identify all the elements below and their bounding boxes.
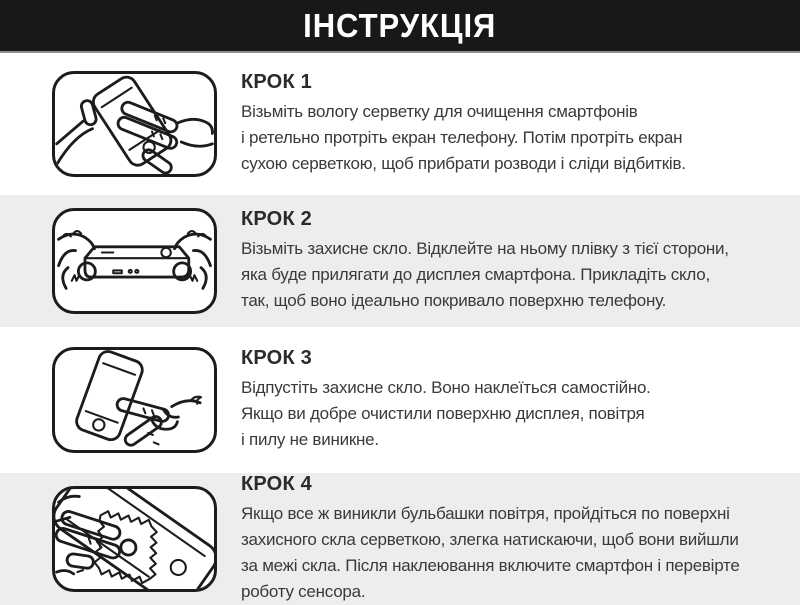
- step-2-line-1: Візьміть захисне скло. Відклейте на ньому плівку з тієї сторони,: [241, 239, 729, 258]
- step-1-line-1: Візьміть вологу серветку для очищення смартфонів: [241, 102, 638, 121]
- step-4-line-1: Якщо все ж виникли бульбашки повітря, пройдіться по поверхні: [241, 504, 730, 523]
- step-1-heading: КРОК 1: [241, 71, 312, 93]
- step-4-row: [0, 473, 800, 605]
- step-2-heading: КРОК 2: [241, 208, 312, 230]
- step-2-line-2: яка буде прилягати до дисплея смартфона. Прикладіть скло,: [241, 265, 710, 284]
- step-3-line-3: і пилу не виникне.: [241, 430, 379, 449]
- step-3-text: [241, 347, 651, 453]
- page-title: ІНСТРУКЦІЯ: [303, 6, 497, 44]
- step-4-illustration: [52, 486, 217, 592]
- glass-align-icon: [55, 211, 214, 311]
- step-3-heading: КРОК 3: [241, 347, 312, 369]
- step-1-line-2: і ретельно протріть екран телефону. Потім протріть екран: [241, 128, 683, 147]
- title-banner: [0, 0, 800, 53]
- step-4-line-4: роботу сенсора.: [241, 582, 366, 601]
- step-3-line-2: Якщо ви добре очистили поверхню дисплея, повітря: [241, 404, 645, 423]
- step-1-text: [241, 71, 686, 177]
- bubble-press-icon: [55, 489, 214, 589]
- step-4-heading: КРОК 4: [241, 473, 312, 495]
- glass-release-icon: [55, 350, 214, 450]
- step-3-row: [0, 327, 800, 473]
- step-4-line-3: за межі скла. Після наклеювання включите смартфон і перевірте: [241, 556, 740, 575]
- step-1-row: [0, 53, 800, 195]
- step-2-line-3: так, щоб воно ідеально покривало поверхню телефону.: [241, 291, 667, 310]
- step-3-line-1: Відпустіть захисне скло. Воно наклеїться самостійно.: [241, 378, 651, 397]
- step-1-illustration: [52, 71, 217, 177]
- step-2-illustration: [52, 208, 217, 314]
- step-1-line-3: сухою серветкою, щоб прибрати розводи і сліди відбитків.: [241, 154, 686, 173]
- step-4-text: [241, 473, 740, 605]
- step-3-illustration: [52, 347, 217, 453]
- step-4-line-2: захисного скла серветкою, злегка натискаючи, щоб вони вийшли: [241, 530, 739, 549]
- step-2-row: [0, 195, 800, 327]
- phone-wipe-icon: [55, 74, 214, 174]
- step-2-text: [241, 208, 729, 314]
